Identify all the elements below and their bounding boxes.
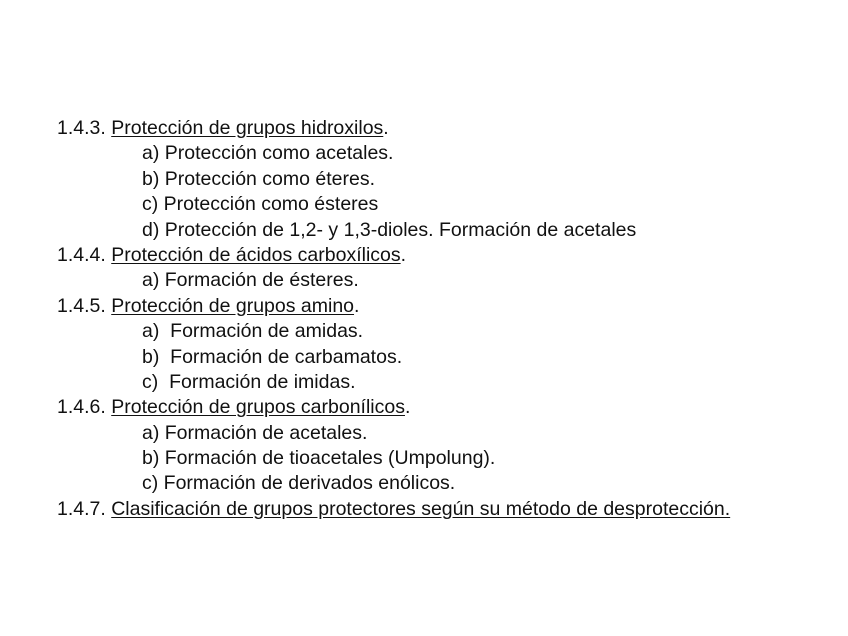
section-number: 1.4.6. [57, 396, 106, 419]
list-item: c) Formación de imidas. [142, 370, 356, 393]
list-item: b) Protección como éteres. [142, 167, 376, 190]
section-title: Protección de grupos amino [111, 294, 355, 317]
section-title: Protección de grupos hidroxilos [111, 117, 384, 139]
section-heading-1-4-5 [57, 294, 837, 319]
section-number: 1.4.4. [57, 243, 106, 266]
section-heading-1-4-6 [57, 395, 837, 420]
section-heading-1-4-7 [57, 497, 837, 522]
document-outline [57, 116, 837, 522]
section-number: 1.4.5. [57, 294, 106, 317]
list-item: b) Formación de tioacetales (Umpolung). [142, 447, 496, 470]
list-item: a) Formación de amidas. [142, 320, 364, 343]
section-trail: . [354, 294, 360, 317]
list-item: c) Protección como ésteres [142, 193, 379, 216]
list-item: a) Formación de ésteres. [142, 269, 359, 292]
list-item: c) Formación de derivados enólicos. [142, 472, 456, 495]
list-item: b) Formación de carbamatos. [142, 345, 403, 368]
section-trail: . [404, 396, 411, 419]
list-item: d) Protección de 1,2- y 1,3-dioles. Formación de acetales [142, 218, 637, 241]
list-item: a) Protección como acetales. [142, 142, 394, 165]
section-title: Protección de ácidos carboxílicos [111, 243, 401, 266]
section-trail: . [383, 117, 389, 139]
section-heading-1-4-3 [57, 116, 837, 141]
list-item: a) Formación de acetales. [142, 421, 368, 444]
section-heading-1-4-4 [57, 243, 837, 268]
section-number: 1.4.3. [57, 117, 106, 139]
section-title: Clasificación de grupos protectores según su método de desprotección. [111, 497, 731, 520]
section-trail: . [400, 243, 407, 266]
section-number: 1.4.7. [57, 497, 106, 520]
section-title: Protección de grupos carbonílicos [111, 396, 405, 419]
